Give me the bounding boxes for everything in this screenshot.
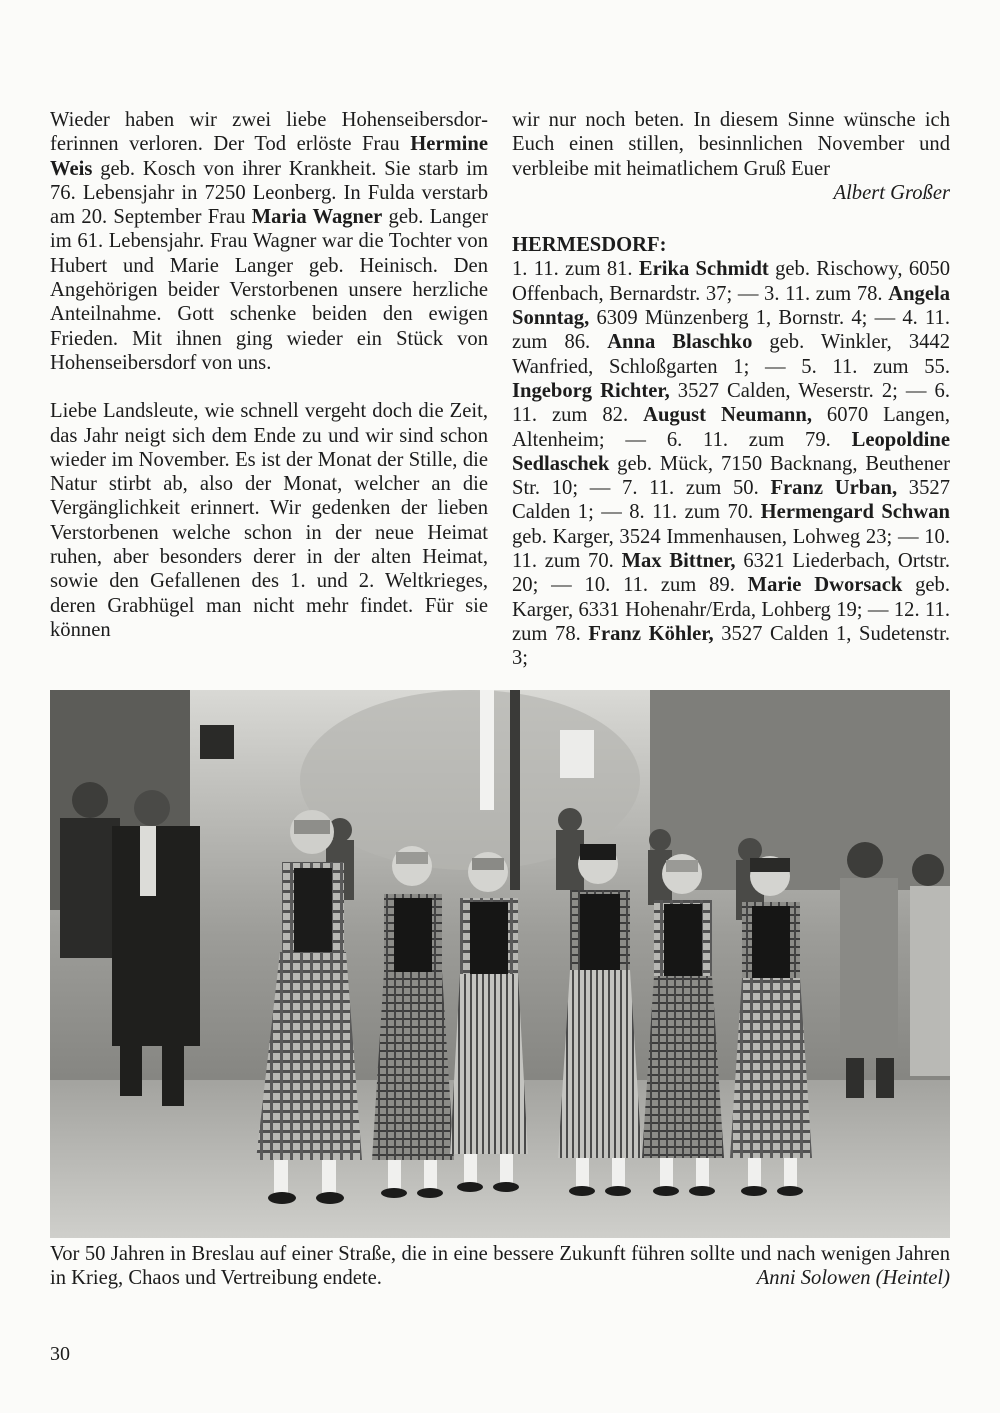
person-name: Anna Blaschko [607,331,753,354]
person-name: Marie Dworsack [747,574,903,597]
text-run: 6309 Münzenberg 1, Bornstr. 4; — 4. 11. zum 86. [512,307,950,354]
text-run: 3527 Calden 1; — 8. 11. zum 70. [512,477,950,524]
obituary-paragraph [50,108,488,375]
person-name: Ingeborg Richter, [512,379,670,402]
text-run: 3527 Calden 1, Sudetenstr. 3; [512,622,950,670]
person-name: Angela Sonntag, [512,282,950,330]
person-name: August Neumann, [643,404,812,427]
historic-group-photo [50,690,950,1238]
person-name: Franz Köhler, [588,622,714,645]
section-heading: HERMESDORF: [512,234,667,257]
author-signature: Albert Großer [833,181,950,204]
person-name: Hermengard Schwan [760,501,951,524]
photo-illustration [50,690,950,1238]
text-run: geb. Rischowy, 6050 Offenbach, Bernardstr. 37; — 3. 11. zum 78. [512,258,951,305]
birthday-list [512,257,950,670]
person-name: Leopoldine Sedlaschek [512,428,950,475]
deceased-name: Hermine Weis [50,133,488,180]
text-run: geb. Langer im 61. Lebensjahr. Frau Wagner war die Tochter von Hubert und Marie Langer geb. Heinisch. Den Angehörigen beider Verstorbenen unsere herzliche Anteilnahme. Gott schenke beiden den ewigen Frieden. Mit ihnen ging wieder ein Stück von Hohenseibersdorf von uns. [50,206,488,374]
text-run: geb. Karger, 6331 Hohenahr/Erda, Lohberg 19; — 12. 11. zum 78. [512,574,951,645]
photo-caption [50,1242,950,1291]
text-run: geb. Karger, 3524 Immenhausen, Lohweg 23; — 10. 11. zum 70. [512,525,950,573]
text-run: 3527 Calden, Weserstr. 2; — 6. 11. zum 82. [512,379,951,427]
text-run: 1. 11. zum 81. [512,258,639,281]
person-name: Max Bittner, [621,550,736,573]
person-name: Erika Schmidt [638,258,769,281]
text-run: geb. Kosch von ihrer Krankheit. Sie starb im 76. Lebensjahr in 7250 Leonberg. In Fulda verstarb am 20. September Frau [50,157,488,229]
person-name: Franz Urban, [770,477,898,500]
left-column [50,108,488,642]
photo-credit: Anni Solowen (Heintel) [756,1267,950,1290]
deceased-name: Maria Wagner [251,206,383,229]
text-run: geb. Mück, 7150 Backnang, Beuthener Str. 10; — 7. 11. zum 50. [512,452,950,500]
caption-text: Vor 50 Jahren in Breslau auf einer Straße, die in eine bessere Zukunft führen sollte und nach wenigen Jahren in Krieg, Chaos und Vertreibung endete. [50,1243,950,1290]
text-run: Wieder haben wir zwei liebe Hohenseibersdorferinnen verloren. Der Tod erlöste Frau [50,109,488,156]
right-column [512,108,950,671]
november-paragraph: Liebe Landsleute, wie schnell vergeht doch die Zeit, das Jahr neigt sich dem Ende zu und wir sind schon wieder im November. Es ist der Monat der Stille, die Natur stirbt ab, also der Monat, welcher an die Vergänglichkeit erinnert. Wir gedenken der lieben Verstorbenen welche schon in der neue Heimat ruhen, aber besonders derer in der alten Heimat, sowie den Gefallenen des 1. und 2. Weltkrieges, deren Grabhügel man nicht mehr findet. Für sie können [50,400,488,641]
page-number: 30 [50,1343,70,1365]
text-run: 6321 Liederbach, Ortstr. 20; — 10. 11. zum 89. [512,550,950,597]
closing-paragraph: wir nur noch beten. In diesem Sinne wünsche ich Euch einen stillen, besinnlichen November und verbleibe mit heimatlichem Gruß Euer [512,109,950,180]
text-run: 6070 Langen, Altenheim; — 6. 11. zum 79. [512,404,950,451]
text-run: geb. Winkler, 3442 Wanfried, Schloßgarten 1; — 5. 11. zum 55. [512,331,951,378]
